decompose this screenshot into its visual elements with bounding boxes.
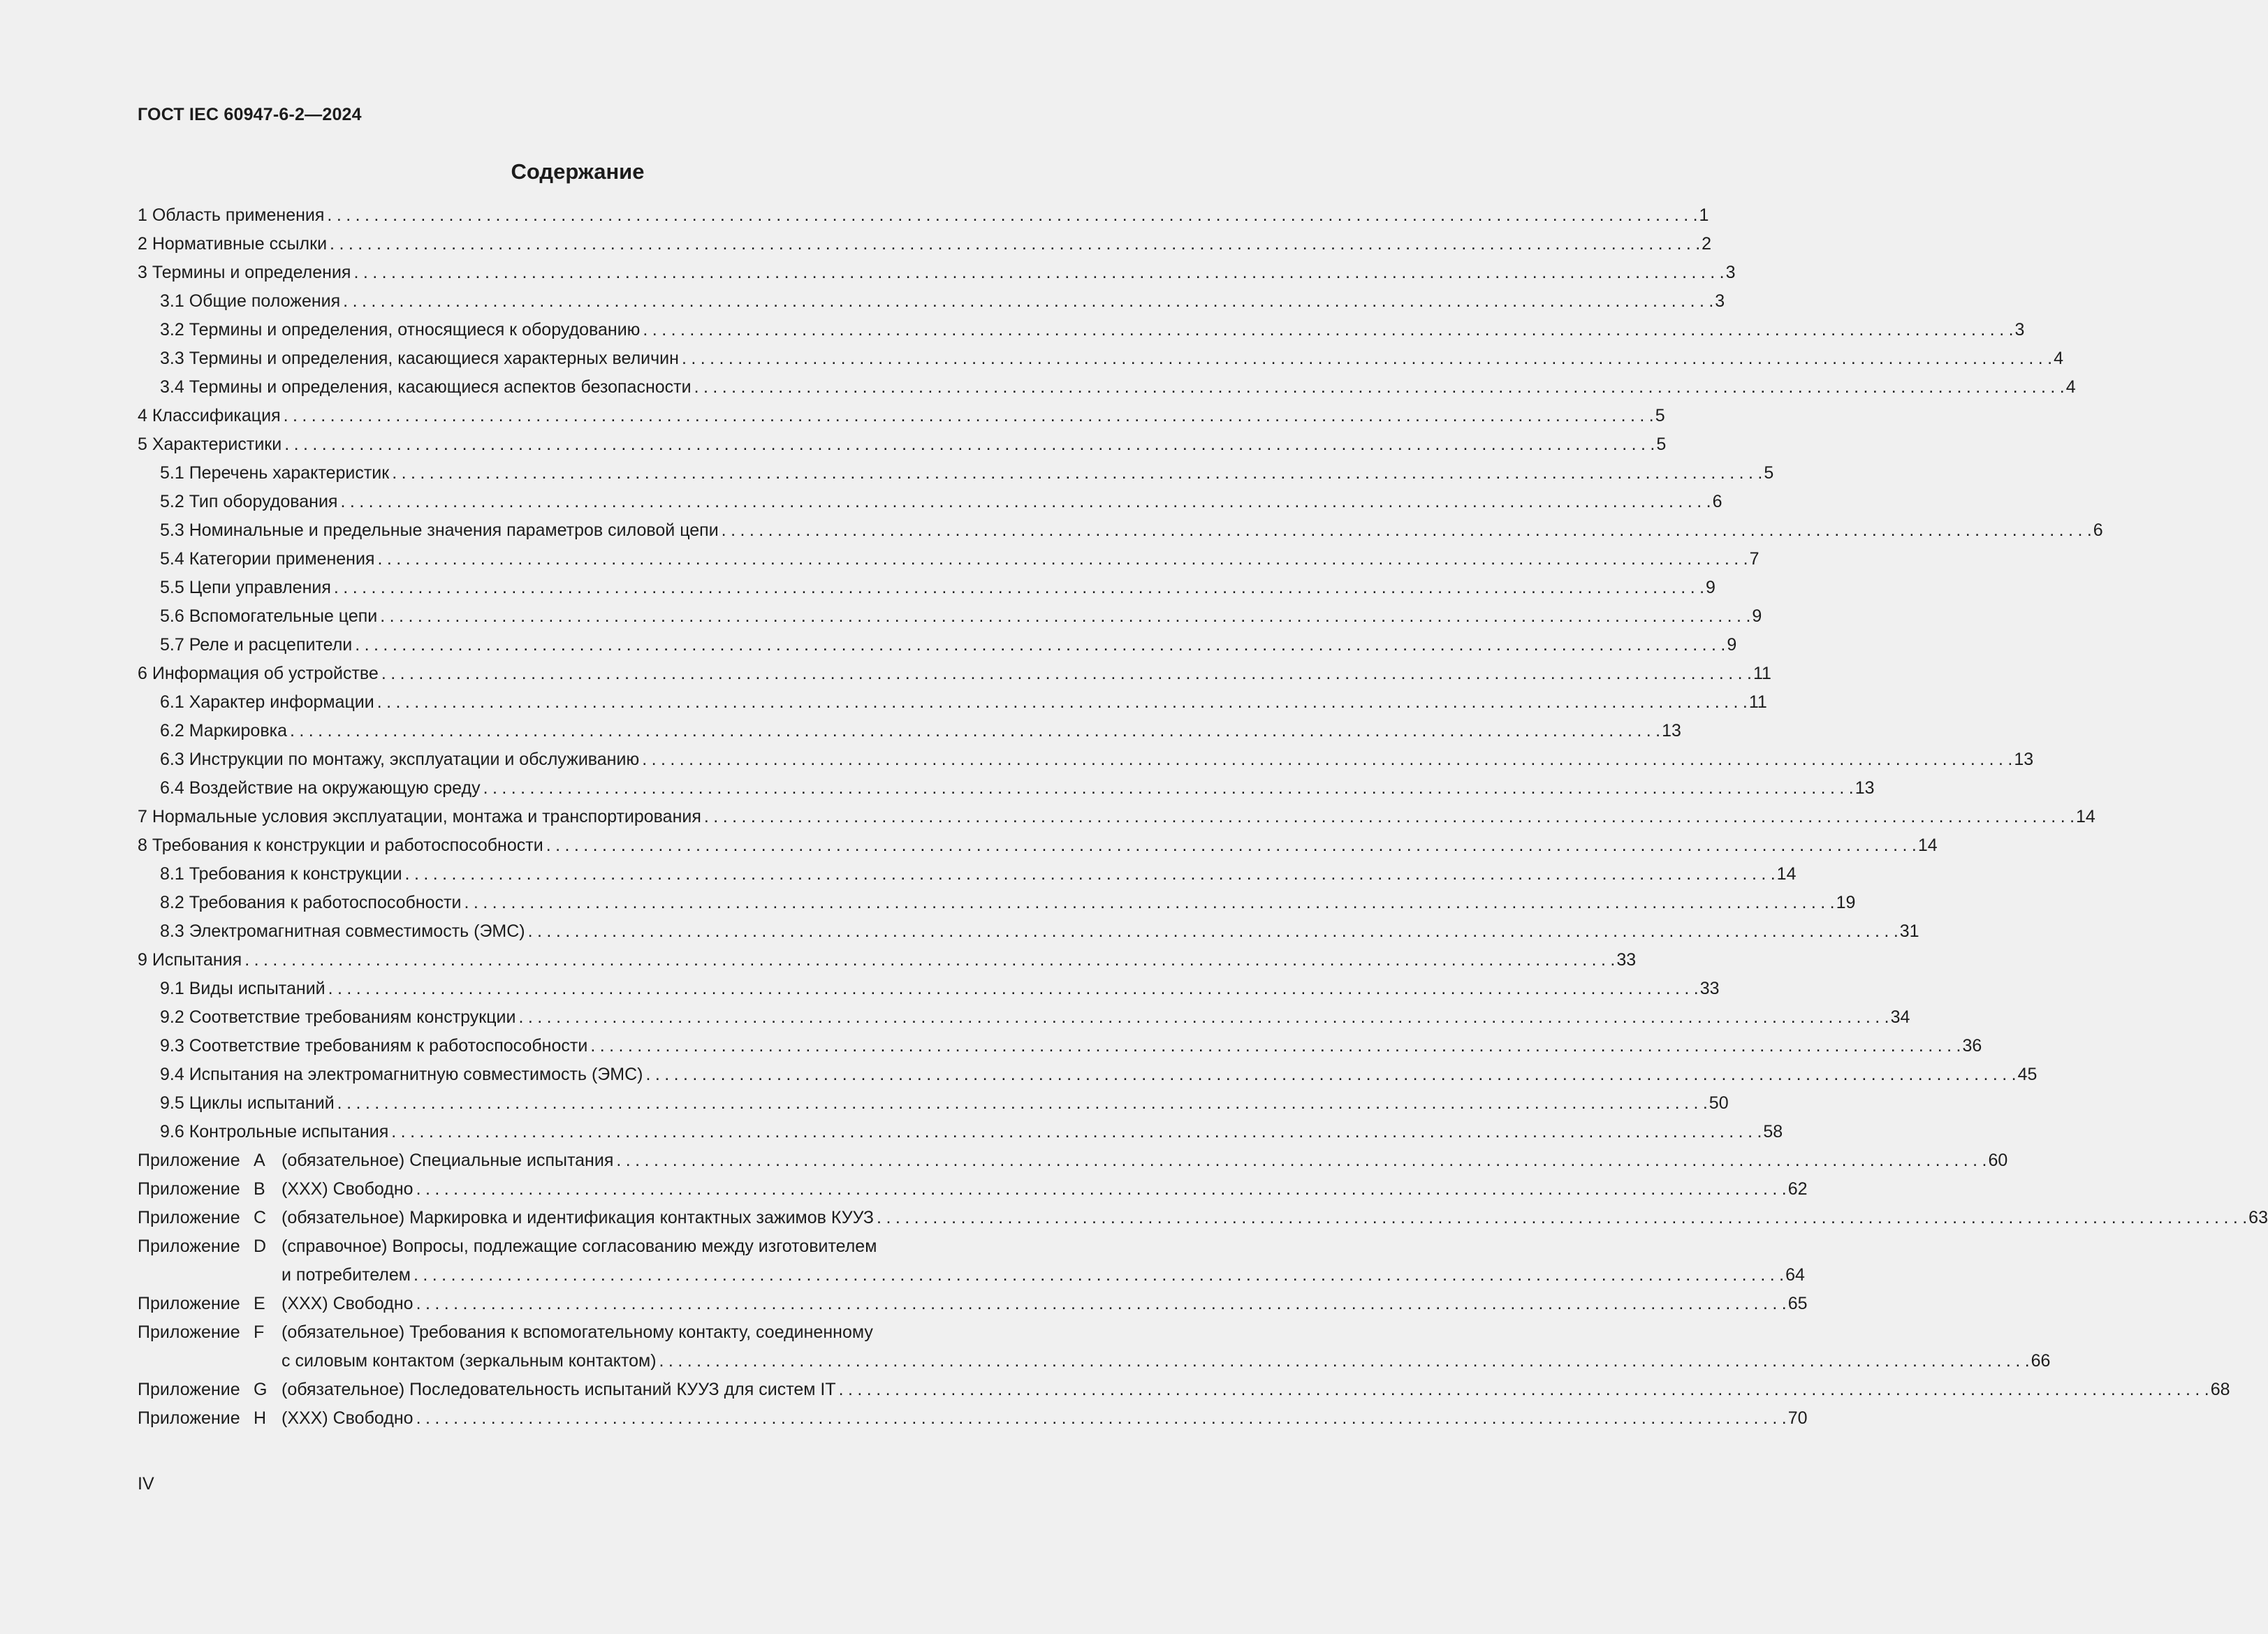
toc-entry[interactable] xyxy=(138,459,1774,488)
appendix-letter: F xyxy=(254,1322,265,1342)
toc-entry[interactable] xyxy=(138,1003,1910,1032)
appendix-body xyxy=(281,1175,1808,1204)
standard-designation: ГОСТ IEC 60947-6-2—2024 xyxy=(138,105,362,124)
toc-entry-page: 36 xyxy=(1962,1036,1982,1056)
toc-entry-page: 13 xyxy=(2014,750,2034,769)
appendix-line xyxy=(281,1232,1805,1261)
dot-leader xyxy=(645,1060,2016,1089)
appendix-title: (XXX) Свободно xyxy=(281,1408,414,1428)
toc-appendix-entry[interactable] xyxy=(138,1318,2051,1376)
appendix-page: 68 xyxy=(2210,1380,2230,1399)
dot-leader xyxy=(722,516,2092,545)
dot-leader xyxy=(416,1290,1787,1318)
toc-entry-page: 3 xyxy=(2014,320,2025,340)
appendix-body xyxy=(281,1204,2268,1232)
dot-leader xyxy=(330,230,1700,258)
toc-entry-page: 6 xyxy=(1712,492,1722,511)
appendix-word: Приложение xyxy=(138,1179,240,1199)
dot-leader xyxy=(643,316,2013,344)
dot-leader xyxy=(392,459,1762,488)
appendix-word: Приложение xyxy=(138,1380,240,1399)
dot-leader xyxy=(414,1261,1784,1290)
toc-entry[interactable] xyxy=(138,803,2095,831)
dot-leader xyxy=(353,258,1724,287)
dot-leader xyxy=(528,917,1898,946)
toc-entry-page: 2 xyxy=(1702,234,1712,254)
appendix-letter: A xyxy=(254,1151,265,1170)
toc-entry[interactable] xyxy=(138,1032,1982,1060)
toc-entry-label: 3.1 Общие положения xyxy=(160,291,341,311)
appendix-body xyxy=(281,1146,2007,1175)
dot-leader xyxy=(546,831,1917,860)
toc-entry-label: 9.1 Виды испытаний xyxy=(160,979,325,998)
appendix-body xyxy=(281,1376,2230,1404)
toc-entry[interactable] xyxy=(138,860,1797,889)
toc-appendix-entry[interactable] xyxy=(138,1232,1805,1290)
toc-entry-label: 5.4 Категории применения xyxy=(160,549,375,569)
appendix-page: 60 xyxy=(1988,1151,2008,1170)
toc-entry-page: 19 xyxy=(1836,893,1856,912)
appendix-title: (XXX) Свободно xyxy=(281,1179,414,1199)
appendix-word: Приложение xyxy=(138,1322,240,1342)
dot-leader xyxy=(284,430,1655,459)
dot-leader xyxy=(416,1404,1787,1433)
toc-entry-label: 6 Информация об устройстве xyxy=(138,664,379,683)
toc-appendices xyxy=(138,1146,2268,1433)
appendix-line xyxy=(281,1376,2230,1404)
toc-entry[interactable] xyxy=(138,717,1681,745)
toc-entry-page: 33 xyxy=(1699,979,1720,998)
toc-entry[interactable] xyxy=(138,975,1720,1003)
appendix-line xyxy=(281,1175,1808,1204)
appendix-line xyxy=(281,1347,2050,1376)
toc-entry-label: 9.2 Соответствие требованиям конструкции xyxy=(160,1007,516,1027)
toc-entry[interactable] xyxy=(138,201,1709,230)
toc-entry-label: 7 Нормальные условия эксплуатации, монтажа и транспортирования xyxy=(138,807,701,826)
appendix-page: 66 xyxy=(2031,1351,2051,1371)
dot-leader xyxy=(839,1376,2209,1404)
appendix-page: 65 xyxy=(1787,1294,1808,1313)
dot-leader xyxy=(590,1032,1961,1060)
toc-entry-page: 14 xyxy=(1776,864,1797,884)
toc-entry[interactable] xyxy=(138,516,2103,545)
toc-entry-page: 9 xyxy=(1706,578,1715,597)
toc-entry[interactable] xyxy=(138,745,2034,774)
toc-entry-label: 2 Нормативные ссылки xyxy=(138,234,328,254)
dot-leader xyxy=(380,602,1750,631)
toc-entry-page: 6 xyxy=(2093,520,2103,540)
appendix-letter: B xyxy=(254,1179,265,1199)
appendix-title: с силовым контактом (зеркальным контактом) xyxy=(281,1351,657,1371)
toc-entry-page: 11 xyxy=(1748,692,1767,712)
toc-entry-page: 1 xyxy=(1699,205,1709,225)
toc-entry[interactable] xyxy=(138,631,1737,659)
toc-appendix-entry[interactable] xyxy=(138,1204,2268,1232)
dot-leader xyxy=(682,344,2052,373)
toc-entry[interactable] xyxy=(138,574,1715,602)
toc-entry-page: 5 xyxy=(1764,463,1774,483)
toc-entry-label: 6.1 Характер информации xyxy=(160,692,374,712)
dot-leader xyxy=(659,1347,2030,1376)
toc-entry[interactable] xyxy=(138,831,1938,860)
toc-entry-label: 9 Испытания xyxy=(138,950,242,970)
toc-entry[interactable] xyxy=(138,602,1762,631)
toc-entry[interactable] xyxy=(138,373,2076,402)
toc-entry-page: 5 xyxy=(1656,435,1667,454)
table-of-contents xyxy=(138,201,2268,1433)
toc-entry-label: 9.5 Циклы испытаний xyxy=(160,1093,335,1113)
appendix-word: Приложение xyxy=(138,1237,240,1256)
toc-entry[interactable] xyxy=(138,688,1767,717)
toc-entry[interactable] xyxy=(138,946,1637,975)
appendix-page: 63 xyxy=(2248,1208,2268,1227)
appendix-letter: C xyxy=(254,1208,267,1227)
dot-leader xyxy=(391,1118,1762,1146)
dot-leader xyxy=(343,287,1713,316)
toc-entry-label: 5.7 Реле и расцепители xyxy=(160,635,353,655)
appendix-page: 70 xyxy=(1787,1408,1808,1428)
toc-entry-page: 13 xyxy=(1662,721,1681,741)
toc-entry-page: 4 xyxy=(2054,349,2063,368)
dot-leader xyxy=(377,688,1748,717)
dot-leader xyxy=(334,574,1704,602)
dot-leader xyxy=(340,488,1711,516)
appendix-word: Приложение xyxy=(138,1408,240,1428)
appendix-page: 62 xyxy=(1787,1179,1808,1199)
toc-entry-label: 6.3 Инструкции по монтажу, эксплуатации и обслуживанию xyxy=(160,750,640,769)
dot-leader xyxy=(355,631,1725,659)
toc-appendix-entry[interactable] xyxy=(138,1376,2230,1404)
dot-leader xyxy=(464,889,1834,917)
appendix-title: (обязательное) Последовательность испытаний КУУЗ для систем IT xyxy=(281,1380,836,1399)
toc-entry-page: 3 xyxy=(1715,291,1725,311)
appendix-letter: E xyxy=(254,1294,265,1313)
toc-entry-label: 6.2 Маркировка xyxy=(160,721,287,741)
page-title: Содержание xyxy=(511,159,645,184)
appendix-word: Приложение xyxy=(138,1151,240,1170)
dot-leader xyxy=(337,1089,1708,1118)
toc-entry-label: 5.5 Цепи управления xyxy=(160,578,331,597)
toc-entry[interactable] xyxy=(138,659,1771,688)
appendix-title: (справочное) Вопросы, подлежащие согласованию между изготовителем xyxy=(281,1237,877,1256)
toc-entry-page: 9 xyxy=(1727,635,1737,655)
toc-entry[interactable] xyxy=(138,1060,2037,1089)
toc-entry[interactable] xyxy=(138,287,1725,316)
dot-leader xyxy=(416,1175,1787,1204)
dot-leader xyxy=(483,774,1854,803)
appendix-body xyxy=(281,1232,1805,1290)
appendix-word: Приложение xyxy=(138,1294,240,1313)
toc-entry[interactable] xyxy=(138,344,2063,373)
toc-entry-page: 45 xyxy=(2017,1065,2037,1084)
toc-entry-page: 50 xyxy=(1709,1093,1729,1113)
toc-entry[interactable] xyxy=(138,488,1722,516)
toc-entry-label: 8.3 Электромагнитная совместимость (ЭМС) xyxy=(160,921,525,941)
toc-entry[interactable] xyxy=(138,230,1712,258)
toc-entry-label: 3.2 Термины и определения, относящиеся к оборудованию xyxy=(160,320,641,340)
toc-entry-page: 3 xyxy=(1725,263,1736,282)
toc-entry-page: 5 xyxy=(1655,406,1665,425)
dot-leader xyxy=(381,659,1752,688)
appendix-letter: H xyxy=(254,1408,267,1428)
toc-entry-label: 9.4 Испытания на электромагнитную совместимость (ЭМС) xyxy=(160,1065,643,1084)
appendix-title: (обязательное) Специальные испытания xyxy=(281,1151,614,1170)
toc-sections xyxy=(138,201,2103,1146)
toc-entry-label: 5.2 Тип оборудования xyxy=(160,492,338,511)
toc-entry[interactable] xyxy=(138,1089,1729,1118)
toc-entry-label: 5 Характеристики xyxy=(138,435,282,454)
appendix-title: (обязательное) Маркировка и идентификация контактных зажимов КУУЗ xyxy=(281,1208,875,1227)
dot-leader xyxy=(642,745,2012,774)
toc-entry-page: 58 xyxy=(1763,1122,1783,1141)
appendix-line xyxy=(281,1318,2050,1347)
toc-entry-page: 14 xyxy=(1917,836,1938,855)
page-number: IV xyxy=(138,1474,154,1494)
appendix-letter: D xyxy=(254,1237,267,1256)
toc-entry-label: 3 Термины и определения xyxy=(138,263,351,282)
toc-entry-page: 31 xyxy=(1899,921,1919,941)
toc-entry[interactable] xyxy=(138,430,1667,459)
toc-entry-page: 4 xyxy=(2065,377,2076,397)
dot-leader xyxy=(405,860,1776,889)
toc-entry-page: 11 xyxy=(1753,664,1771,683)
toc-entry-label: 5.3 Номинальные и предельные значения параметров силовой цепи xyxy=(160,520,719,540)
toc-appendix-entry[interactable] xyxy=(138,1146,2008,1175)
dot-leader xyxy=(694,373,2065,402)
dot-leader xyxy=(877,1204,2247,1232)
toc-entry-page: 13 xyxy=(1854,778,1875,798)
toc-entry[interactable] xyxy=(138,316,2025,344)
dot-leader xyxy=(327,201,1697,230)
toc-entry[interactable] xyxy=(138,1118,1783,1146)
dot-leader xyxy=(328,975,1699,1003)
toc-entry[interactable] xyxy=(138,258,1736,287)
toc-entry[interactable] xyxy=(138,917,1919,946)
dot-leader xyxy=(704,803,2075,831)
toc-entry-page: 33 xyxy=(1616,950,1637,970)
toc-entry[interactable] xyxy=(138,545,1759,574)
appendix-title: (XXX) Свободно xyxy=(281,1294,414,1313)
toc-entry-label: 9.3 Соответствие требованиям к работоспособности xyxy=(160,1036,588,1056)
appendix-line xyxy=(281,1290,1808,1318)
dot-leader xyxy=(377,545,1748,574)
toc-entry-label: 4 Классификация xyxy=(138,406,281,425)
toc-entry-label: 3.3 Термины и определения, касающиеся характерных величин xyxy=(160,349,679,368)
appendix-title: (обязательное) Требования к вспомогательному контакту, соединенному xyxy=(281,1322,873,1342)
toc-appendix-entry[interactable] xyxy=(138,1404,1808,1433)
appendix-body xyxy=(281,1290,1808,1318)
toc-entry-page: 9 xyxy=(1752,606,1762,626)
toc-entry-label: 3.4 Термины и определения, касающиеся аспектов безопасности xyxy=(160,377,692,397)
appendix-line xyxy=(281,1261,1805,1290)
appendix-line xyxy=(281,1146,2007,1175)
appendix-letter: G xyxy=(254,1380,268,1399)
toc-entry-label: 9.6 Контрольные испытания xyxy=(160,1122,389,1141)
toc-entry-page: 14 xyxy=(2076,807,2095,826)
toc-entry[interactable] xyxy=(138,774,1875,803)
appendix-title: и потребителем xyxy=(281,1265,411,1285)
toc-entry-label: 8.2 Требования к работоспособности xyxy=(160,893,462,912)
toc-appendix-entry[interactable] xyxy=(138,1175,1808,1204)
toc-entry-label: 8 Требования к конструкции и работоспособности xyxy=(138,836,543,855)
appendix-word: Приложение xyxy=(138,1208,240,1227)
appendix-page: 64 xyxy=(1785,1265,1805,1285)
toc-entry-label: 1 Область применения xyxy=(138,205,325,225)
appendix-line xyxy=(281,1204,2268,1232)
toc-entry-label: 8.1 Требования к конструкции xyxy=(160,864,402,884)
toc-entry-label: 6.4 Воздействие на окружающую среду xyxy=(160,778,481,798)
dot-leader xyxy=(284,402,1654,430)
dot-leader xyxy=(244,946,1615,975)
toc-entry-page: 7 xyxy=(1749,549,1759,569)
appendix-body xyxy=(281,1404,1808,1433)
appendix-body xyxy=(281,1318,2050,1376)
dot-leader xyxy=(519,1003,1889,1032)
toc-appendix-entry[interactable] xyxy=(138,1290,1808,1318)
toc-entry[interactable] xyxy=(138,889,1856,917)
toc-entry-page: 34 xyxy=(1890,1007,1910,1027)
dot-leader xyxy=(616,1146,1987,1175)
toc-entry[interactable] xyxy=(138,402,1665,430)
toc-entry-label: 5.1 Перечень характеристик xyxy=(160,463,390,483)
toc-entry-label: 5.6 Вспомогательные цепи xyxy=(160,606,378,626)
dot-leader xyxy=(290,717,1660,745)
appendix-line xyxy=(281,1404,1808,1433)
